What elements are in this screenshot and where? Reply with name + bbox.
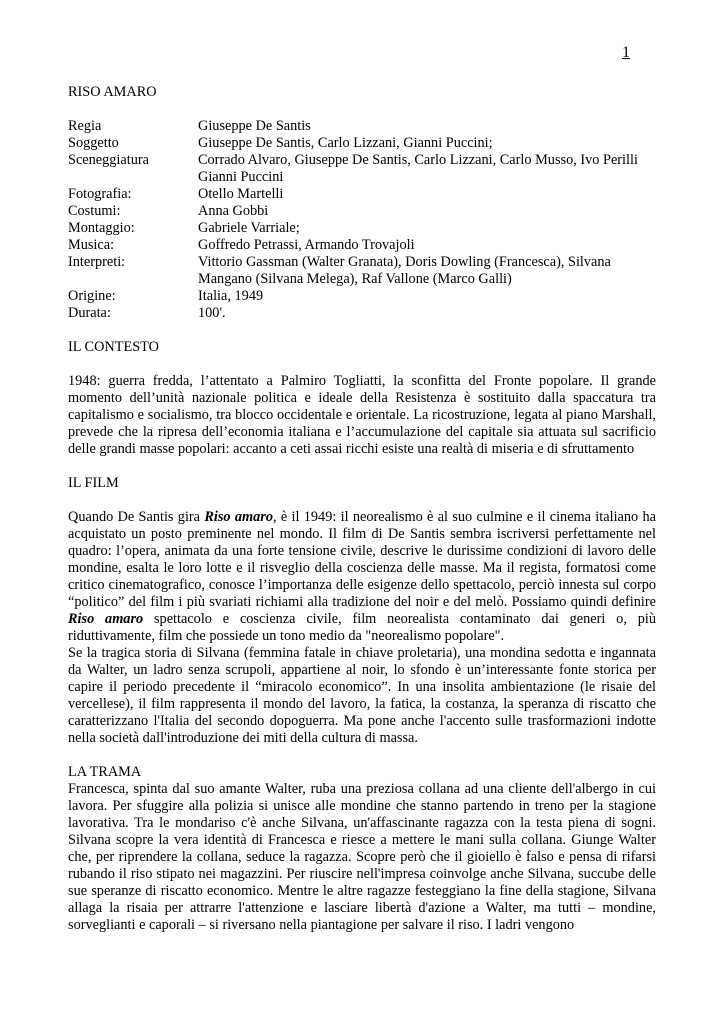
credit-value: Gabriele Varriale; bbox=[198, 220, 300, 236]
text-run: , è il 1949: il neorealismo è al suo culmine e il cinema italiano ha acquistato un posto preminente nel mondo. Il film di De Santis sembra iscriversi perfettamente nel quadro: l’opera, animata da una forte tensione civile, descrive le durissime condizioni di lavoro delle mondine, esalta le loro lotte e il risveglio della coscienza delle masse. Ma il regista, formatosi come critico cinematografico, conosce l’importanza delle esigenze dello spettacolo, perciò innesta sul corpo “politico” del film i più svariati richiami alla tradizione del noir e del melò. Possiamo quindi definire bbox=[68, 509, 656, 610]
credit-label: Soggetto bbox=[68, 135, 119, 151]
credit-row-regia bbox=[68, 118, 656, 135]
credit-row-durata bbox=[68, 305, 656, 322]
section-heading-contesto: IL CONTESTO bbox=[68, 339, 159, 355]
credit-label: Regia bbox=[68, 118, 102, 134]
credit-row-interpreti bbox=[68, 254, 656, 288]
credit-value: Giuseppe De Santis bbox=[198, 118, 311, 134]
credit-value: Otello Martelli bbox=[198, 186, 284, 202]
credit-label: Origine: bbox=[68, 288, 116, 304]
document-title: RISO AMARO bbox=[68, 84, 157, 100]
credit-row-sceneggiatura bbox=[68, 152, 656, 186]
credit-row-musica bbox=[68, 237, 656, 254]
credit-label: Costumi: bbox=[68, 203, 121, 219]
credit-label: Interpreti: bbox=[68, 254, 126, 270]
credit-value: Anna Gobbi bbox=[198, 203, 269, 219]
paragraph-film-2: Se la tragica storia di Silvana (femmina fatale in chiave proletaria), una mondina sedotta e ingannata da Walter, un ladro senza scrupoli, appartiene al noir, lo sfondo è un’interessante fonte storica per capire il periodo precedente il “miracolo economico”. In una insolita ambientazione (le risaie del vercellese), il film rappresenta il mondo del lavoro, la fatica, la costanza, la speranza di riscatto che caratterizzano l'Italia del secondo dopoguerra. Ma pone anche l'accento sulle trasformazioni indotte nella società dall'introduzione dei miti della cultura di massa. bbox=[68, 645, 656, 746]
credit-row-soggetto bbox=[68, 135, 656, 152]
page-number: 1 bbox=[622, 44, 630, 61]
paragraph-film-1 bbox=[68, 509, 656, 645]
film-title: Riso amaro bbox=[204, 509, 273, 525]
text-run: spettacolo e coscienza civile, film neorealista contaminato dai generi o, più riduttivamente, film che possiede un tono medio da "neorealismo popolare". bbox=[68, 611, 656, 644]
credit-row-costumi bbox=[68, 203, 656, 220]
credit-row-origine bbox=[68, 288, 656, 305]
section-heading-film: IL FILM bbox=[68, 475, 119, 491]
credits-table bbox=[68, 118, 656, 322]
paragraph-contesto: 1948: guerra fredda, l’attentato a Palmiro Togliatti, la sconfitta del Fronte popolare. Il grande momento dell’unità nazionale politica e ideale della Resistenza è sostituito dalla spaccatura tra capitalismo e socialismo, tra blocco occidentale e orientale. La ricostruzione, legata al piano Marshall, prevede che la ripresa dell’economia italiana e l’accumulazione del capitale sia attuata sul sacrificio delle grandi masse popolari: accanto a ceti assai ricchi esiste una realtà di miseria e di sfruttamento bbox=[68, 373, 656, 457]
section-heading-trama: LA TRAMA bbox=[68, 764, 142, 780]
credit-row-fotografia bbox=[68, 186, 656, 203]
credit-label: Fotografia: bbox=[68, 186, 132, 202]
credit-label: Sceneggiatura bbox=[68, 152, 149, 168]
credit-label: Musica: bbox=[68, 237, 115, 253]
credit-label: Montaggio: bbox=[68, 220, 135, 236]
credit-row-montaggio bbox=[68, 220, 656, 237]
credit-value: Vittorio Gassman (Walter Granata), Doris Dowling (Francesca), Silvana Mangano (Silvana Melega), Raf Vallone (Marco Galli) bbox=[198, 254, 611, 287]
film-title: Riso amaro bbox=[68, 611, 144, 627]
text-run: Quando De Santis gira bbox=[68, 509, 205, 525]
credit-value: Goffredo Petrassi, Armando Trovajoli bbox=[198, 237, 415, 253]
paragraph-trama: Francesca, spinta dal suo amante Walter, ruba una preziosa collana ad una cliente dell'albergo in cui lavora. Per sfuggire alla polizia si unisce alle mondine che stanno partendo in treno per la stagione lavorativa. Tra le mondariso c'è anche Silvana, un'affascinante ragazza con la testa piena di sogni. Silvana scopre la vera identità di Francesca e riesce a mettere le mani sulla collana. Giunge Walter che, per riprendere la collana, seduce la ragazza. Scopre però che il gioiello è falso e pensa di rifarsi rubando il riso stipato nei magazzini. Per riuscire nell'impresa coinvolge anche Silvana, succube delle sue speranze di riscatto economico. Mentre le altre ragazze festeggiano la fine della stagione, Silvana allaga la risaia per attrarre l'attenzione e lasciare libertà d'azione a Walter, ma tutti – mondine, sorveglianti e caporali – si riversano nella piantagione per salvare il riso. I ladri vengono bbox=[68, 781, 656, 933]
credit-value: 100'. bbox=[198, 305, 226, 321]
document-body bbox=[68, 84, 656, 951]
credit-value: Italia, 1949 bbox=[198, 288, 264, 304]
credit-value: Giuseppe De Santis, Carlo Lizzani, Gianni Puccini; bbox=[198, 135, 493, 151]
credit-label: Durata: bbox=[68, 305, 111, 321]
credit-value: Corrado Alvaro, Giuseppe De Santis, Carlo Lizzani, Carlo Musso, Ivo Perilli Gianni Puccini bbox=[198, 152, 638, 185]
